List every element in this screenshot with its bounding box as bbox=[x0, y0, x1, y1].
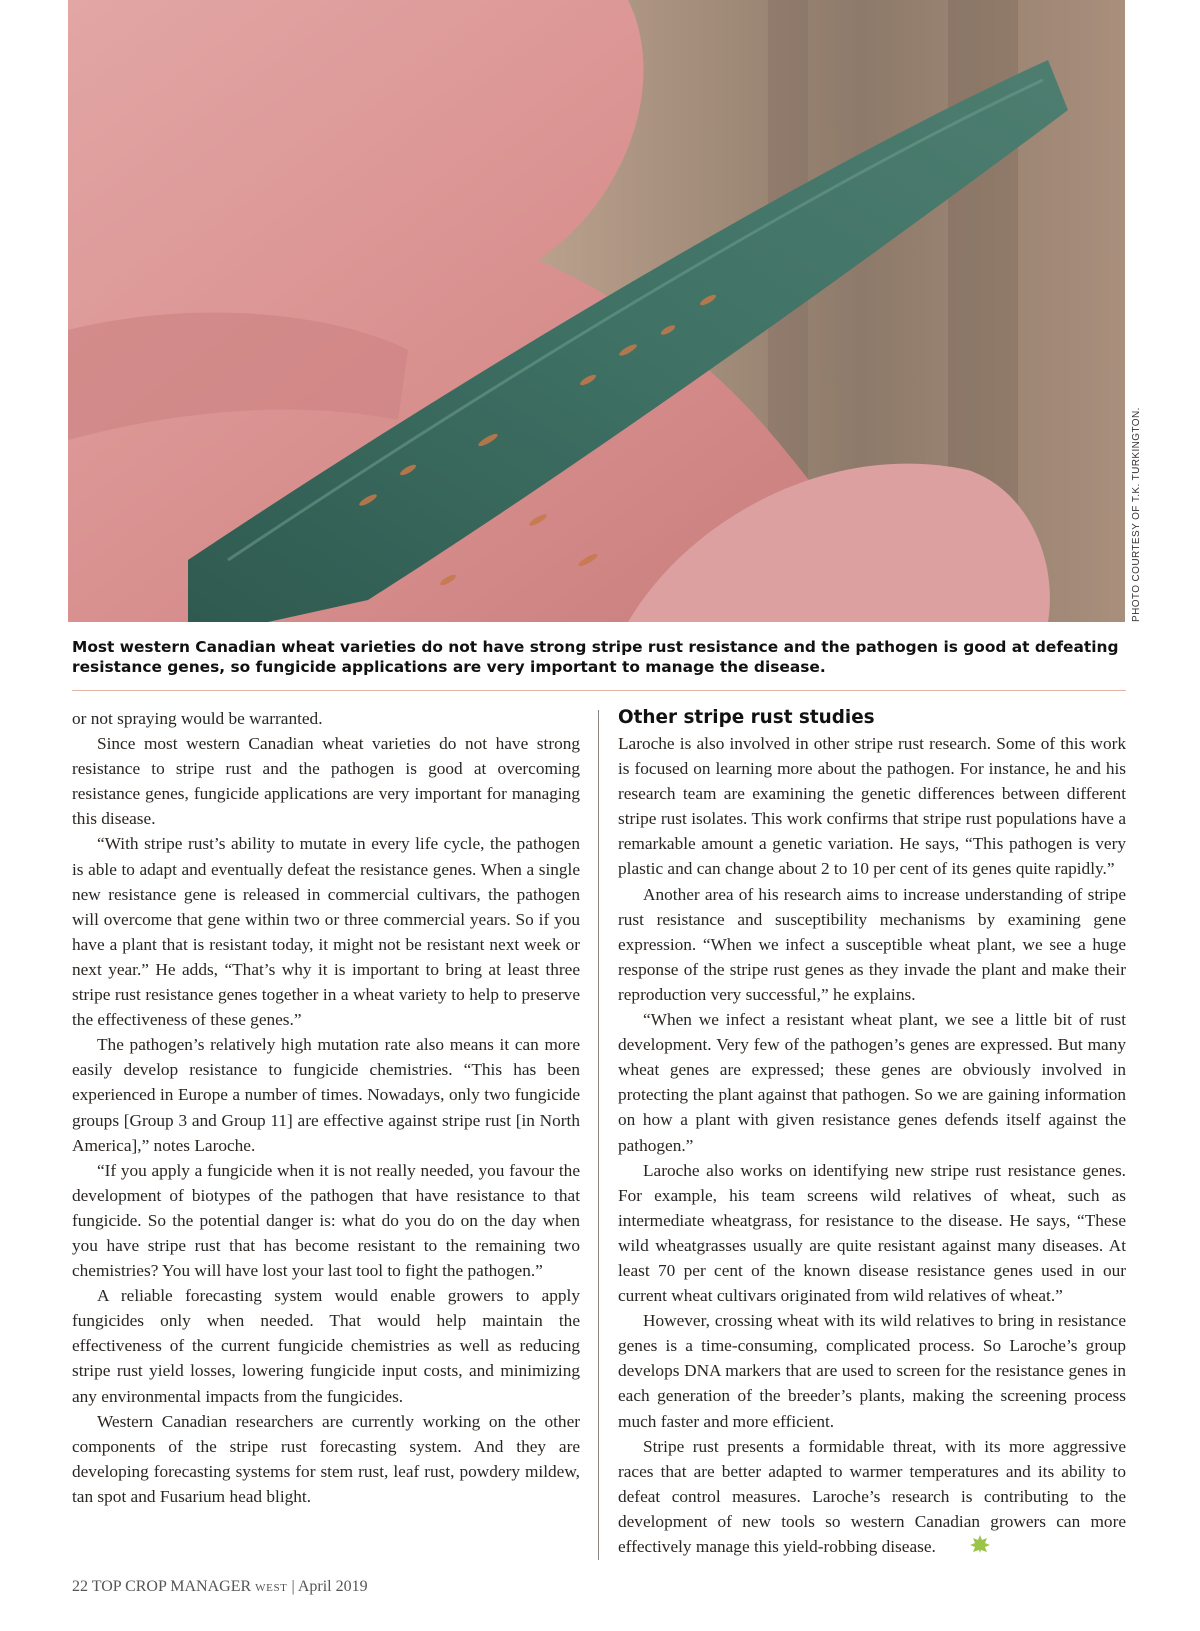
publication-edition: WEST bbox=[255, 1582, 288, 1594]
right-column bbox=[618, 706, 1126, 1562]
photo-credit: PHOTO COURTESY OF T.K. TURKINGTON. bbox=[1131, 407, 1142, 622]
paragraph: Since most western Canadian wheat varieties do not have strong resistance to stripe rust and the pathogen is good at overcoming resistance genes, fungicide applications are very important for managing this disease. bbox=[72, 734, 580, 829]
paragraph: However, crossing wheat with its wild relatives to bring in resistance genes is a time-consuming, complicated process. So Laroche’s group develops DNA markers that are used to screen for the resistance genes in each generation of the breeder’s plants, making the screening process much faster and more efficient. bbox=[618, 1311, 1126, 1431]
page-number: 22 bbox=[72, 1578, 88, 1595]
paragraph: Another area of his research aims to increase understanding of stripe rust resistance and susceptibility mechanisms by examining gene expression. “When we infect a susceptible wheat plant, we see a huge response of the stripe rust genes as they invade the plant and make their reproduction very successful,” he explains. bbox=[618, 884, 1126, 1004]
paragraph: Laroche is also involved in other stripe rust research. Some of this work is focused on learning more about the pathogen. For instance, he and his research team are examining the genetic differences between different stripe rust isolates. This work confirms that stripe rust populations have a remarkable amount a genetic variation. He says, “This pathogen is very plastic and can change about 2 to 10 per cent of its genes quite rapidly.” bbox=[618, 734, 1126, 879]
left-column bbox=[72, 706, 580, 1509]
paragraph: The pathogen’s relatively high mutation rate also means it can more easily develop resistance to fungicide chemistries. “This has been experienced in Europe a number of times. Nowadays, only two fungicide groups [Group 3 and Group 11] are effective against stripe rust [in North America],” notes Laroche. bbox=[72, 1035, 580, 1155]
column-divider bbox=[598, 710, 599, 1560]
section-heading: Other stripe rust studies bbox=[618, 707, 875, 728]
paragraph-text: Stripe rust presents a formidable threat, with its more aggressive races that are better adapted to warmer temperatures and its ability to defeat control measures. Laroche’s research is contributing to the development of new tools so western Canadian growers can more effectively manage this yield-robbing disease. bbox=[618, 1436, 1126, 1556]
leaf-end-icon bbox=[944, 1534, 991, 1561]
caption-rule bbox=[72, 690, 1126, 691]
leaf-in-hand-image bbox=[68, 0, 1125, 622]
paragraph: A reliable forecasting system would enable growers to apply fungicides only when needed. That would help maintain the effectiveness of the current fungicide chemistries as well as reducing stripe rust yield losses, lowering fungicide input costs, and minimizing any environmental impacts from the fungicides. bbox=[72, 1286, 580, 1406]
paragraph-last bbox=[618, 1434, 1126, 1562]
paragraph: “If you apply a fungicide when it is not really needed, you favour the development of biotypes of the pathogen that have resistance to that fungicide. So the potential danger is: what do you do on the day when you have stripe rust that has become resistant to the remaining two chemistries? You will have lost your last tool to fight the pathogen.” bbox=[72, 1160, 580, 1281]
paragraph: or not spraying would be warranted. bbox=[72, 709, 323, 728]
paragraph: Western Canadian researchers are currently working on the other components of the stripe rust forecasting system. And they are developing forecasting systems for stem rust, leaf rust, powdery mildew, tan spot and Fusarium head blight. bbox=[72, 1411, 580, 1506]
issue-date: April 2019 bbox=[297, 1578, 368, 1595]
paragraph: “With stripe rust’s ability to mutate in every life cycle, the pathogen is able to adapt and eventually defeat the resistance genes. When a single new resistance gene is released in commercial cultivars, the pathogen will overcome that gene within two or three commercial years. So if you have a plant that is resistant today, it might not be resistant next week or next year.” He adds, “That’s why it is important to bring at least three stripe rust resistance genes together in a wheat variety to help to preserve the effectiveness of these genes.” bbox=[72, 834, 580, 1030]
publication-name: TOP CROP MANAGER bbox=[91, 1578, 252, 1595]
page-footer bbox=[72, 1578, 368, 1596]
stripe-rust-leaf-photo bbox=[68, 0, 1125, 622]
paragraph: Laroche also works on identifying new stripe rust resistance genes. For example, his team screens wild relatives of wheat, such as intermediate wheatgrass, for resistance to the disease. He says, “These wild wheatgrasses usually are quite resistant against many diseases. At least 70 per cent of the known disease resistance genes used in our current wheat cultivars originated from wild relatives of wheat.” bbox=[618, 1160, 1126, 1306]
footer-separator: | bbox=[291, 1578, 295, 1595]
photo-caption: Most western Canadian wheat varieties do not have strong stripe rust resistance and the pathogen is good at defeating resistance genes, so fungicide applications are very important to manage the disease. bbox=[72, 638, 1119, 676]
paragraph: “When we infect a resistant wheat plant, we see a little bit of rust development. Very few of the pathogen’s genes are expressed. But many wheat genes are expressed; these genes are obviously involved in protecting the plant against that pathogen. So we are gaining information on how a plant with given resistance genes defends itself against the pathogen.” bbox=[618, 1010, 1126, 1155]
